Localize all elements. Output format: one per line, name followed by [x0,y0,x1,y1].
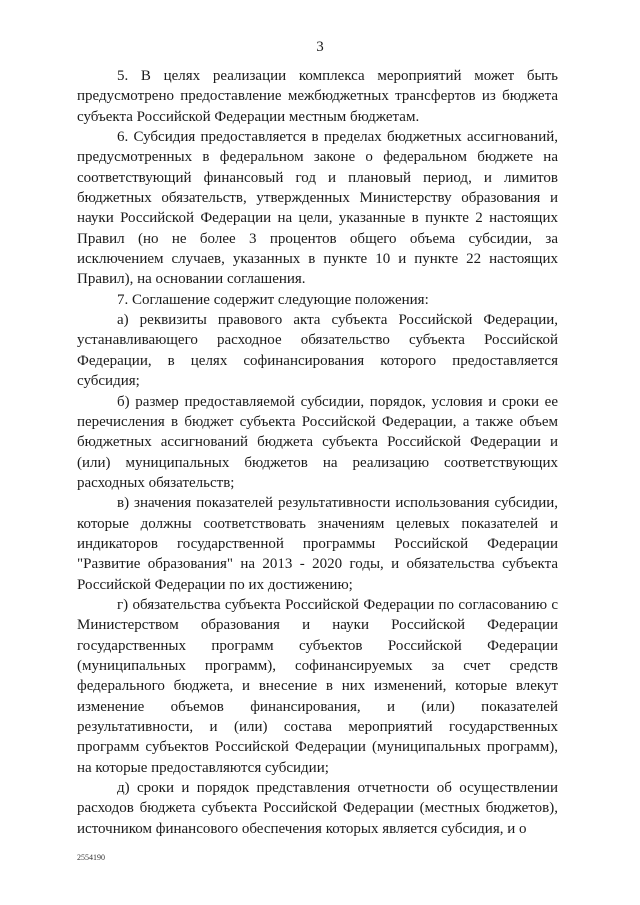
paragraph-5: 5. В целях реализации комплекса мероприятий может быть предусмотрено предоставление межбюджетных трансфертов из бюджета субъекта Российской Федерации местным бюджетам. [77,68,558,125]
paragraph-7d: д) сроки и порядок представления отчетности об осуществлении расходов бюджета субъекта Российской Федерации (местных бюджетов), источником финансового обеспечения которых является субсидия, и о [77,780,558,837]
paragraph-7g: г) обязательства субъекта Российской Федерации по согласованию с Министерством образования и науки Российской Федерации государственных программ субъектов Российской Федерации (муниципальных программ), софинансируемых за счет средств федерального бюджета, и внесение в них изменений, которые влекут изменение объемов финансирования, и (или) показателей результативности, и (или) состава мероприятий государственных программ субъектов Российской Федерации (муниципальных программ), на которые предоставляются субсидии; [77,596,558,776]
document-body [77,66,558,839]
paragraph-6: 6. Субсидия предоставляется в пределах бюджетных ассигнований, предусмотренных в федеральном законе о федеральном бюджете на соответствующий финансовый год и плановый период, и лимитов бюджетных обязательств, утвержденных Министерству образования и науки Российской Федерации на цели, указанные в пункте 2 настоящих Правил (но не более 3 процентов общего объема субсидии, за исключением случаев, указанных в пункте 10 и пункте 22 настоящих Правил), на основании соглашения. [77,129,558,288]
paragraph-7b: б) размер предоставляемой субсидии, порядок, условия и сроки ее перечисления в бюджет субъекта Российской Федерации, а также объем бюджетных ассигнований бюджета субъекта Российской Федерации и (или) муниципальных бюджетов на реализацию соответствующих расходных обязательств; [77,393,558,491]
paragraph-7a: а) реквизиты правового акта субъекта Российской Федерации, устанавливающего расходное обязательство субъекта Российской Федерации, в целях софинансирования которого предоставляется субсидия; [77,312,558,390]
document-id: 2554190 [77,853,105,862]
paragraph-7v: в) значения показателей результативности использования субсидии, которые должны соответствовать значениям целевых показателей и индикаторов государственной программы Российской Федерации "Развитие образования" на 2013 - 2020 годы, и обязательства субъекта Российской Федерации по их достижению; [77,495,558,593]
paragraph-7: 7. Соглашение содержит следующие положения: [117,291,429,308]
page-number: 3 [316,39,324,55]
